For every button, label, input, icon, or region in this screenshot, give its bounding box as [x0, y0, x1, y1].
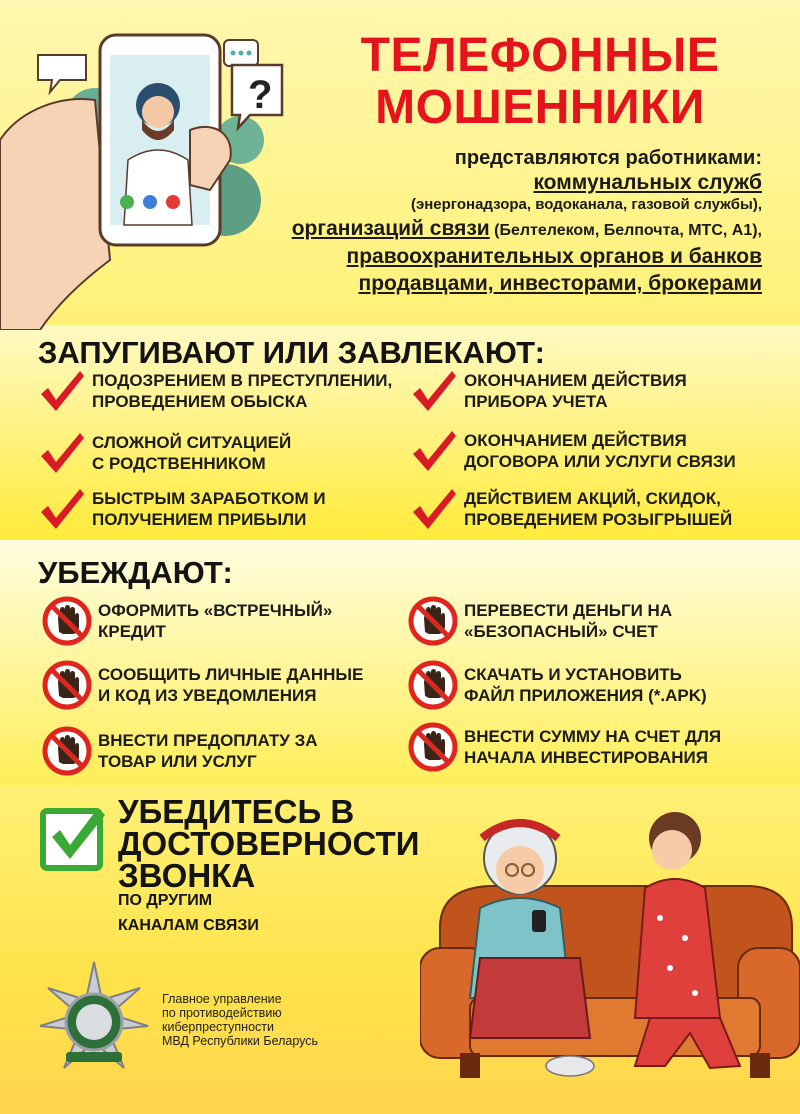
verify-line-2: ДОСТОВЕРНОСТИ	[118, 825, 420, 862]
title-line-1: ТЕЛЕФОННЫЕ	[360, 29, 720, 82]
scare-item-line2: ДОГОВОРА ИЛИ УСЛУГИ СВЯЗИ	[464, 452, 736, 471]
scare-item-line1: ОКОНЧАНИЕМ ДЕЙСТВИЯ	[464, 371, 687, 390]
scare-item-line2: ПРОВЕДЕНИЕМ РОЗЫГРЫШЕЙ	[464, 510, 733, 529]
red-checkmark-icon	[38, 486, 86, 532]
persuade-item-line1: ПЕРЕВЕСТИ ДЕНЬГИ НА	[464, 601, 673, 620]
persuade-item-line2: «БЕЗОПАСНЫЙ» СЧЕТ	[464, 622, 658, 641]
intro-communal-note: (энергонадзора, водоканала, газовой службы),	[410, 196, 762, 213]
scare-item-line1: ОКОНЧАНИЕМ ДЕЙСТВИЯ	[464, 431, 687, 450]
prohibited-hand-icon	[408, 722, 458, 772]
police-emblem-logo	[36, 960, 152, 1080]
intro-police: правоохранительных органов и банков	[346, 245, 762, 268]
prohibited-hand-icon	[42, 596, 92, 646]
scare-item-line1: ДЕЙСТВИЕМ АКЦИЙ, СКИДОК,	[464, 489, 721, 508]
persuade-item-line1: ВНЕСТИ СУММУ НА СЧЕТ ДЛЯ	[464, 727, 722, 746]
org-line-2: по противодействию	[162, 1006, 282, 1020]
verify-line-1: УБЕДИТЕСЬ В	[118, 793, 355, 830]
intro-lead: представляются работниками:	[454, 147, 762, 169]
persuade-item-line2: ТОВАР ИЛИ УСЛУГ	[98, 752, 257, 771]
intro-telecom-note: (Белтелеком, Белпочта, МТС, А1),	[494, 222, 762, 239]
persuade-item-line2: И КОД ИЗ УВЕДОМЛЕНИЯ	[98, 686, 317, 705]
phone-in-hand-illustration	[0, 0, 290, 330]
org-line-1: Главное управление	[162, 992, 282, 1006]
scare-item-line2: ПРОВЕДЕНИЕМ ОБЫСКА	[92, 392, 308, 411]
prohibited-hand-icon	[42, 726, 92, 776]
scare-item-line1: ПОДОЗРЕНИЕМ В ПРЕСТУПЛЕНИИ,	[92, 371, 393, 390]
org-line-3: киберпреступности	[162, 1020, 274, 1034]
prohibited-hand-icon	[42, 660, 92, 710]
persuade-item-line2: ФАЙЛ ПРИЛОЖЕНИЯ (*.APK)	[464, 686, 707, 705]
prohibited-hand-icon	[408, 660, 458, 710]
persuade-item-line2: НАЧАЛА ИНВЕСТИРОВАНИЯ	[464, 748, 708, 767]
verify-line-3: ЗВОНКА	[118, 857, 256, 894]
persuade-heading: УБЕЖДАЮТ:	[38, 555, 233, 590]
poster-title	[290, 30, 790, 134]
red-checkmark-icon	[38, 368, 86, 414]
intro-communal: коммунальных служб	[533, 171, 762, 194]
intro-telecom	[292, 217, 762, 241]
persuade-item-line2: КРЕДИТ	[98, 622, 166, 641]
verify-sub-line-2: КАНАЛАМ СВЯЗИ	[118, 917, 259, 934]
green-checkbox-icon	[38, 803, 108, 873]
scare-item-line2: ПРИБОРА УЧЕТА	[464, 392, 608, 411]
organization-name	[162, 992, 318, 1048]
persuade-item-line1: ВНЕСТИ ПРЕДОПЛАТУ ЗА	[98, 731, 318, 750]
people-on-sofa-illustration	[420, 798, 800, 1088]
verify-sub-line-1: ПО ДРУГИМ	[118, 892, 213, 909]
scare-heading: ЗАПУГИВАЮТ ИЛИ ЗАВЛЕКАЮТ:	[38, 335, 545, 370]
red-checkmark-icon	[410, 368, 458, 414]
red-checkmark-icon	[38, 430, 86, 476]
intro-sellers: продавцами, инвесторами, брокерами	[358, 272, 762, 295]
intro-telecom-label: организаций связи	[291, 217, 490, 240]
prohibited-hand-icon	[408, 596, 458, 646]
red-checkmark-icon	[410, 428, 458, 474]
persuade-item-line1: СКАЧАТЬ И УСТАНОВИТЬ	[464, 665, 682, 684]
persuade-item-line1: ОФОРМИТЬ «ВСТРЕЧНЫЙ»	[98, 601, 333, 620]
persuade-item-line1: СООБЩИТЬ ЛИЧНЫЕ ДАННЫЕ	[98, 665, 364, 684]
red-checkmark-icon	[410, 486, 458, 532]
verify-title	[118, 793, 420, 894]
verify-subtitle	[118, 888, 259, 938]
scare-item-line1: СЛОЖНОЙ СИТУАЦИЕЙ	[92, 433, 292, 452]
scare-item-line2: С РОДСТВЕННИКОМ	[92, 454, 266, 473]
title-line-2: МОШЕННИКИ	[375, 81, 705, 134]
scare-item-line1: БЫСТРЫМ ЗАРАБОТКОМ И	[92, 489, 326, 508]
org-line-4: МВД Республики Беларусь	[162, 1034, 319, 1048]
svg-text:?: ?	[248, 73, 273, 117]
scare-item-line2: ПОЛУЧЕНИЕМ ПРИБЫЛИ	[92, 510, 307, 529]
